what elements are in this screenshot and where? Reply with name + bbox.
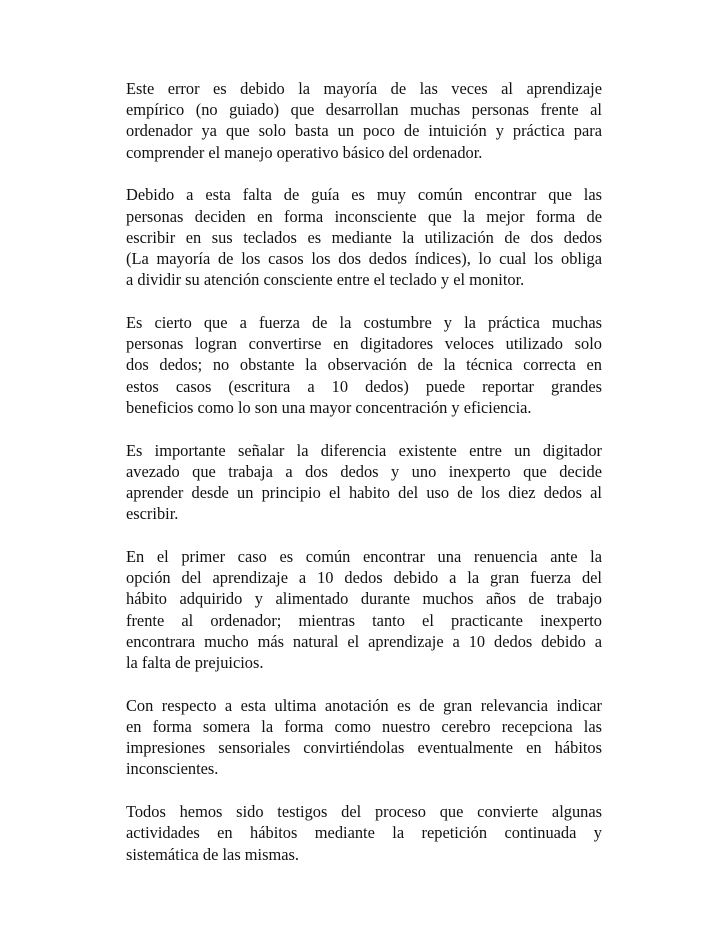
text-line: escribir en sus teclados es mediante la utilización de dos dedos xyxy=(126,227,602,247)
text-line: opción del aprendizaje a 10 dedos debido a la gran fuerza del xyxy=(126,568,602,588)
text-line: Este error es debido la mayoría de las veces al aprendizaje xyxy=(126,79,602,98)
text-line: comprender el manejo operativo básico del ordenador. xyxy=(126,142,483,162)
paragraph-4 xyxy=(126,440,602,525)
text-line: actividades en hábitos mediante la repetición continuada y xyxy=(126,823,602,843)
paragraph-2 xyxy=(126,184,602,290)
text-line: ordenador ya que solo basta un poco de intuición y práctica para xyxy=(126,121,602,141)
text-line: beneficios como lo son una mayor concentración y eficiencia. xyxy=(126,397,532,417)
text-line: Con respecto a esta ultima anotación es de gran relevancia indicar xyxy=(126,695,602,715)
text-line: en forma somera la forma como nuestro cerebro recepciona las xyxy=(126,717,602,737)
text-line: escribir. xyxy=(126,504,179,524)
text-line: a dividir su atención consciente entre el teclado y el monitor. xyxy=(126,270,525,290)
text-line: En el primer caso es común encontrar una renuencia ante la xyxy=(126,547,602,567)
text-line: inconscientes. xyxy=(126,759,219,779)
text-line: dos dedos; no obstante la observación de la técnica correcta en xyxy=(126,355,602,375)
text-line: Es importante señalar la diferencia existente entre un digitador xyxy=(126,440,602,460)
paragraph-5 xyxy=(126,546,602,673)
paragraph-6 xyxy=(126,695,602,780)
document-page xyxy=(126,78,602,886)
text-line: encontrara mucho más natural el aprendizaje a 10 dedos debido a xyxy=(126,631,602,651)
paragraph-7 xyxy=(126,801,602,865)
text-line: empírico (no guiado) que desarrollan muchas personas frente al xyxy=(126,100,602,120)
text-line: la falta de prejuicios. xyxy=(126,653,264,673)
text-line: personas deciden en forma inconsciente que la mejor forma de xyxy=(126,206,602,226)
text-line: Debido a esta falta de guía es muy común encontrar que las xyxy=(126,185,602,205)
text-line: impresiones sensoriales convirtiéndolas eventualmente en hábitos xyxy=(126,738,602,758)
text-line: Es cierto que a fuerza de la costumbre y la práctica muchas xyxy=(126,313,602,333)
text-line: frente al ordenador; mientras tanto el practicante inexperto xyxy=(126,610,602,630)
text-line: Todos hemos sido testigos del proceso que convierte algunas xyxy=(126,802,602,822)
text-line: aprender desde un principio el habito del uso de los diez dedos al xyxy=(126,483,602,503)
text-line: hábito adquirido y alimentado durante muchos años de trabajo xyxy=(126,589,602,609)
paragraph-3 xyxy=(126,312,602,418)
text-line: personas logran convertirse en digitadores veloces utilizado solo xyxy=(126,334,602,354)
text-line: estos casos (escritura a 10 dedos) puede reportar grandes xyxy=(126,376,602,396)
text-line: (La mayoría de los casos los dos dedos índices), lo cual los obliga xyxy=(126,249,602,269)
text-line: avezado que trabaja a dos dedos y uno inexperto que decide xyxy=(126,461,602,481)
text-line: sistemática de las mismas. xyxy=(126,844,299,864)
paragraph-1 xyxy=(126,78,602,163)
